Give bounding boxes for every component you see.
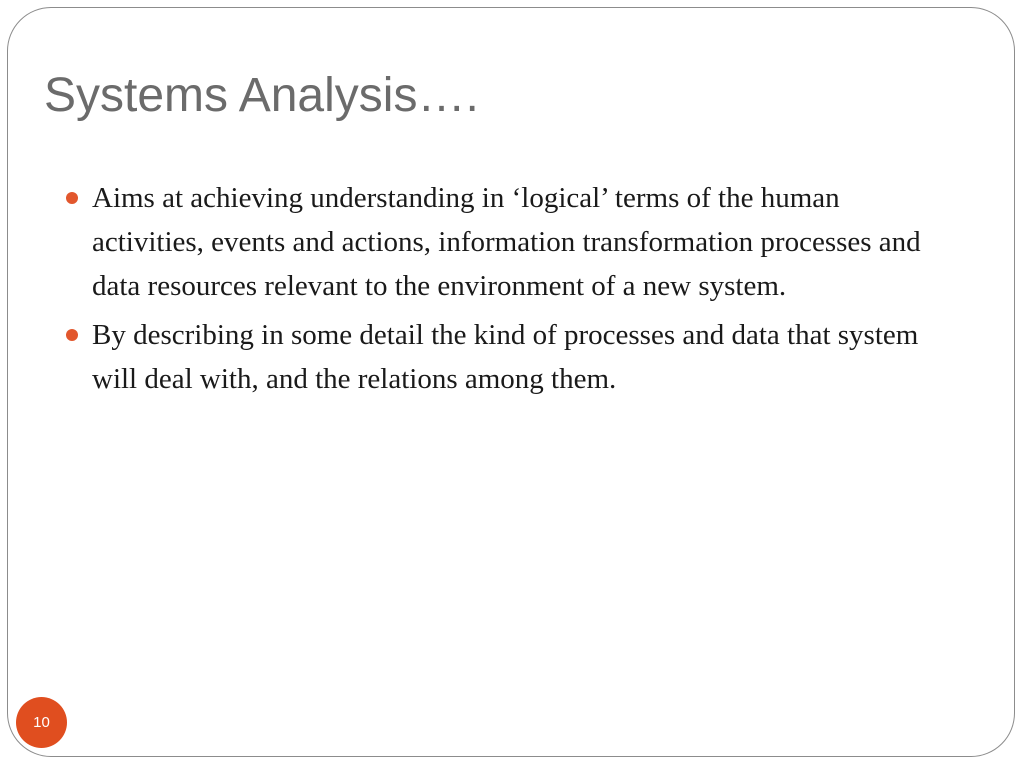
bullet-text: By describing in some detail the kind of processes and data that system will deal with, and the relations among them.: [92, 319, 919, 395]
bullet-item: [66, 176, 956, 308]
bullet-dot-icon: [66, 329, 78, 341]
page-number: 10: [33, 714, 50, 731]
page-number-badge: [16, 697, 67, 748]
slide-title: Systems Analysis….: [44, 69, 479, 122]
bullet-dot-icon: [66, 192, 78, 204]
bullet-item: [66, 313, 956, 401]
bullet-list: [66, 176, 956, 406]
bullet-text: Aims at achieving understanding in ‘logical’ terms of the human activities, events and actions, information transformation processes and data resources relevant to the environment of a new system.: [92, 182, 921, 302]
